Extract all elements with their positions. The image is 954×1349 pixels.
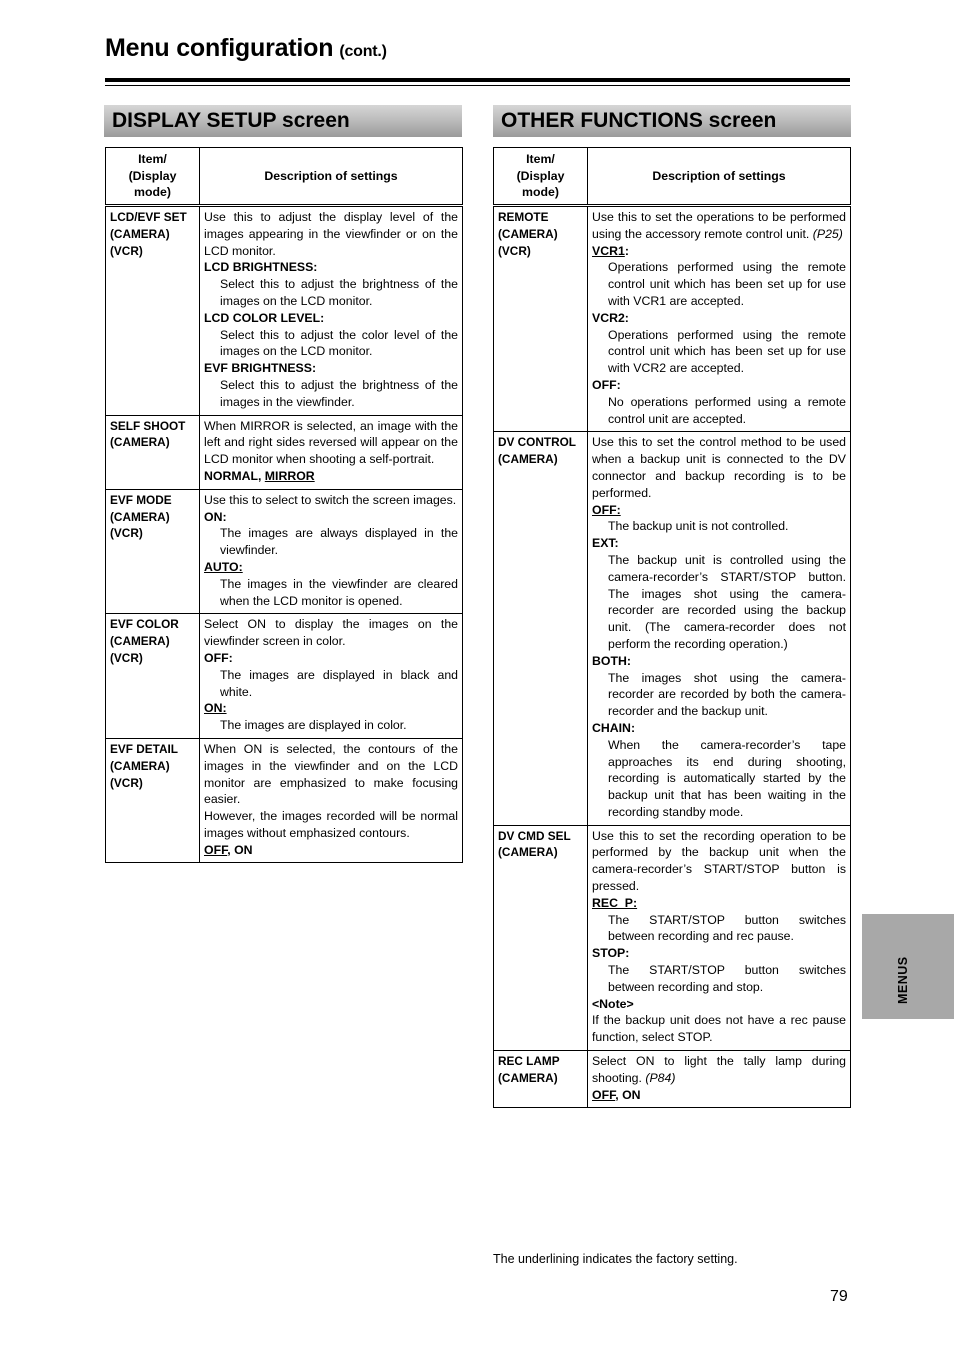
item-header bbox=[106, 148, 200, 206]
display-setup-table bbox=[105, 147, 463, 863]
option-label: EXT: bbox=[592, 536, 619, 551]
desc-intro-line bbox=[592, 1053, 846, 1087]
item-name: LCD/EVF SET bbox=[110, 210, 187, 224]
item-mode: (CAMERA) bbox=[498, 226, 558, 241]
page-reference: (P84) bbox=[645, 1070, 676, 1085]
item-header-line: Item/ bbox=[526, 151, 555, 166]
page-reference: (P25) bbox=[812, 226, 843, 241]
desc-intro-continued: However, the images recorded will be normal images without emphasized contours. bbox=[204, 809, 458, 840]
desc-cell bbox=[200, 738, 463, 863]
item-header-line: (Display bbox=[128, 168, 177, 183]
item-name: REMOTE bbox=[498, 210, 549, 224]
values-line bbox=[204, 842, 458, 859]
desc-intro: Select ON to display the images on the viewfinder screen in color. bbox=[204, 617, 458, 649]
option-text: The backup unit is controlled using the camera-recorder’s START/STOP button. The images shot using the camera-recorder are recorded using the backup unit. (The camera-recorder does not perform the recording operation.) bbox=[608, 552, 846, 651]
item-mode: (VCR) bbox=[110, 526, 143, 541]
item-mode: (CAMERA) bbox=[498, 845, 558, 860]
option-label: VCR2: bbox=[592, 310, 629, 325]
desc-cell bbox=[200, 489, 463, 614]
item-cell bbox=[494, 1051, 588, 1108]
desc-cell bbox=[588, 1051, 851, 1108]
table-row bbox=[106, 614, 463, 739]
desc-intro: When ON is selected, the contours of the images in the viewfinder and on the LCD monitor are emphasized to make focusing easier. bbox=[204, 741, 458, 807]
item-cell bbox=[106, 738, 200, 863]
option-text: When the camera-recorder’s tape approaches its end during shooting, recording is automatically started by the backup unit that has been waiting in the recording standby mode. bbox=[608, 737, 846, 819]
option-label: ON: bbox=[204, 509, 227, 524]
option-label: OFF: bbox=[592, 377, 621, 392]
table-row bbox=[494, 432, 851, 825]
item-name: EVF MODE bbox=[110, 492, 172, 507]
desc-intro: Select ON to light the tally lamp during shooting. bbox=[592, 1054, 846, 1085]
table-row bbox=[106, 738, 463, 863]
option-text: Operations performed using the remote control unit which has been set up for use with VCR1 are accepted. bbox=[608, 260, 846, 308]
item-cell bbox=[494, 206, 588, 432]
option-label: LCD BRIGHTNESS: bbox=[204, 260, 318, 275]
option-text: Select this to adjust the brightness of the images on the LCD monitor. bbox=[220, 277, 458, 308]
item-header-line: mode) bbox=[134, 185, 171, 200]
values-line bbox=[592, 1087, 846, 1104]
option-text: Operations performed using the remote control unit which has been set up for use with VCR2 are accepted. bbox=[608, 327, 846, 376]
option-text: The START/STOP button switches between recording and stop. bbox=[608, 963, 846, 994]
option-label: STOP: bbox=[592, 946, 630, 961]
desc-intro: Use this to select to switch the screen images. bbox=[204, 492, 457, 507]
option-label-default: AUTO: bbox=[204, 559, 243, 574]
menus-side-tab bbox=[862, 914, 954, 1019]
item-header-line: Item/ bbox=[138, 151, 167, 166]
option-label-default: ON: bbox=[204, 701, 227, 716]
table-row bbox=[106, 489, 463, 614]
option-label-line bbox=[592, 243, 846, 260]
value-option: NORMAL, bbox=[204, 468, 265, 483]
title-rule-thin bbox=[105, 85, 850, 86]
footnote: The underlining indicates the factory setting. bbox=[493, 1252, 738, 1266]
item-cell bbox=[494, 825, 588, 1050]
item-cell bbox=[106, 206, 200, 416]
item-mode: (VCR) bbox=[498, 243, 531, 258]
option-label: LCD COLOR LEVEL: bbox=[204, 310, 325, 325]
menus-side-tab-label: MENUS bbox=[896, 956, 910, 1004]
table-row bbox=[494, 1051, 851, 1108]
desc-cell bbox=[588, 432, 851, 825]
table-row bbox=[494, 206, 851, 432]
item-mode: (CAMERA) bbox=[110, 509, 170, 524]
table-header-row bbox=[106, 148, 463, 206]
page-title-cont: (cont.) bbox=[339, 43, 387, 60]
note-label: <Note> bbox=[592, 996, 634, 1011]
item-cell bbox=[106, 614, 200, 739]
option-label-default: REC_P: bbox=[592, 895, 638, 910]
item-mode: (CAMERA) bbox=[498, 452, 558, 467]
option-label: OFF: bbox=[204, 650, 233, 665]
option-label-default: VCR1 bbox=[592, 243, 625, 258]
desc-cell bbox=[200, 415, 463, 489]
desc-intro: Use this to set the recording operation to be performed by the backup unit when the camera-recorder’s START/STOP button is pressed. bbox=[592, 828, 846, 894]
page-number: 79 bbox=[830, 1288, 848, 1305]
other-functions-table bbox=[493, 147, 851, 1108]
option-text: Select this to adjust the brightness of the images in the viewfinder. bbox=[220, 377, 458, 409]
item-mode: (VCR) bbox=[110, 243, 143, 258]
item-name: EVF COLOR bbox=[110, 617, 179, 632]
title-rule-thick bbox=[105, 78, 850, 82]
option-label: BOTH: bbox=[592, 653, 631, 668]
item-mode: (CAMERA) bbox=[498, 1070, 558, 1085]
value-option-default: MIRROR bbox=[264, 468, 315, 483]
note-text: If the backup unit does not have a rec pause function, select STOP. bbox=[592, 1013, 846, 1045]
item-name: EVF DETAIL bbox=[110, 741, 178, 756]
option-text: The images are displayed in black and white. bbox=[220, 667, 458, 699]
value-option: , ON bbox=[227, 842, 253, 857]
values-line bbox=[204, 468, 458, 485]
desc-intro: When MIRROR is selected, an image with the left and right sides reversed will appear on the LCD monitor when shooting a self-portrait. bbox=[204, 418, 458, 467]
item-cell bbox=[106, 489, 200, 614]
option-text: The images are displayed in color. bbox=[220, 718, 407, 733]
item-mode: (CAMERA) bbox=[110, 634, 170, 649]
option-label: EVF BRIGHTNESS: bbox=[204, 361, 317, 376]
item-mode: (CAMERA) bbox=[110, 226, 170, 241]
desc-header: Description of settings bbox=[588, 148, 851, 206]
value-option: , ON bbox=[615, 1087, 641, 1102]
option-text: The START/STOP button switches between recording and rec pause. bbox=[608, 912, 846, 944]
other-functions-header: OTHER FUNCTIONS screen bbox=[493, 105, 851, 137]
item-cell bbox=[494, 432, 588, 825]
option-text: The images shot using the camera-recorder are recorded by both the camera-recorder and the backup unit. bbox=[608, 670, 846, 719]
option-label-default: OFF: bbox=[592, 502, 621, 517]
option-label: CHAIN: bbox=[592, 720, 636, 735]
table-row bbox=[106, 415, 463, 489]
desc-cell bbox=[200, 614, 463, 739]
item-header-line: (Display bbox=[516, 168, 565, 183]
value-option-default: OFF bbox=[204, 842, 228, 857]
value-option-default: OFF bbox=[592, 1087, 616, 1102]
desc-cell bbox=[588, 825, 851, 1050]
item-name: DV CONTROL bbox=[498, 435, 576, 450]
option-text: Select this to adjust the color level of the images on the LCD monitor. bbox=[220, 327, 458, 359]
desc-intro: Use this to adjust the display level of the images appearing in the viewfinder or on the LCD monitor. bbox=[204, 210, 458, 258]
item-mode: (CAMERA) bbox=[110, 758, 170, 773]
item-header bbox=[494, 148, 588, 206]
item-mode: (CAMERA) bbox=[110, 435, 170, 450]
item-cell bbox=[106, 415, 200, 489]
item-name: REC LAMP bbox=[498, 1054, 560, 1069]
desc-intro: Use this to set the control method to be used when a backup unit is connected to the DV connector and backup recording is to be performed. bbox=[592, 435, 846, 500]
item-header-line: mode) bbox=[522, 185, 559, 200]
desc-cell bbox=[588, 206, 851, 432]
desc-cell bbox=[200, 206, 463, 416]
page-title bbox=[105, 34, 387, 63]
option-label-colon: : bbox=[624, 243, 629, 258]
item-name: DV CMD SEL bbox=[498, 828, 571, 843]
desc-intro-line bbox=[592, 209, 846, 243]
item-mode: (VCR) bbox=[110, 650, 143, 665]
item-name: SELF SHOOT bbox=[110, 418, 186, 433]
table-row bbox=[494, 825, 851, 1050]
option-text: The images in the viewfinder are cleared when the LCD monitor is opened. bbox=[220, 576, 458, 608]
table-header-row bbox=[494, 148, 851, 206]
page-title-text: Menu configuration bbox=[105, 34, 334, 62]
option-text: The images are always displayed in the viewfinder. bbox=[220, 526, 458, 558]
item-mode: (VCR) bbox=[110, 775, 143, 790]
desc-intro: Use this to set the operations to be performed using the accessory remote control unit. bbox=[592, 210, 846, 241]
display-setup-header: DISPLAY SETUP screen bbox=[104, 105, 462, 137]
desc-header: Description of settings bbox=[200, 148, 463, 206]
option-text: No operations performed using a remote control unit are accepted. bbox=[608, 394, 846, 426]
table-row bbox=[106, 206, 463, 416]
option-text: The backup unit is not controlled. bbox=[608, 519, 789, 534]
